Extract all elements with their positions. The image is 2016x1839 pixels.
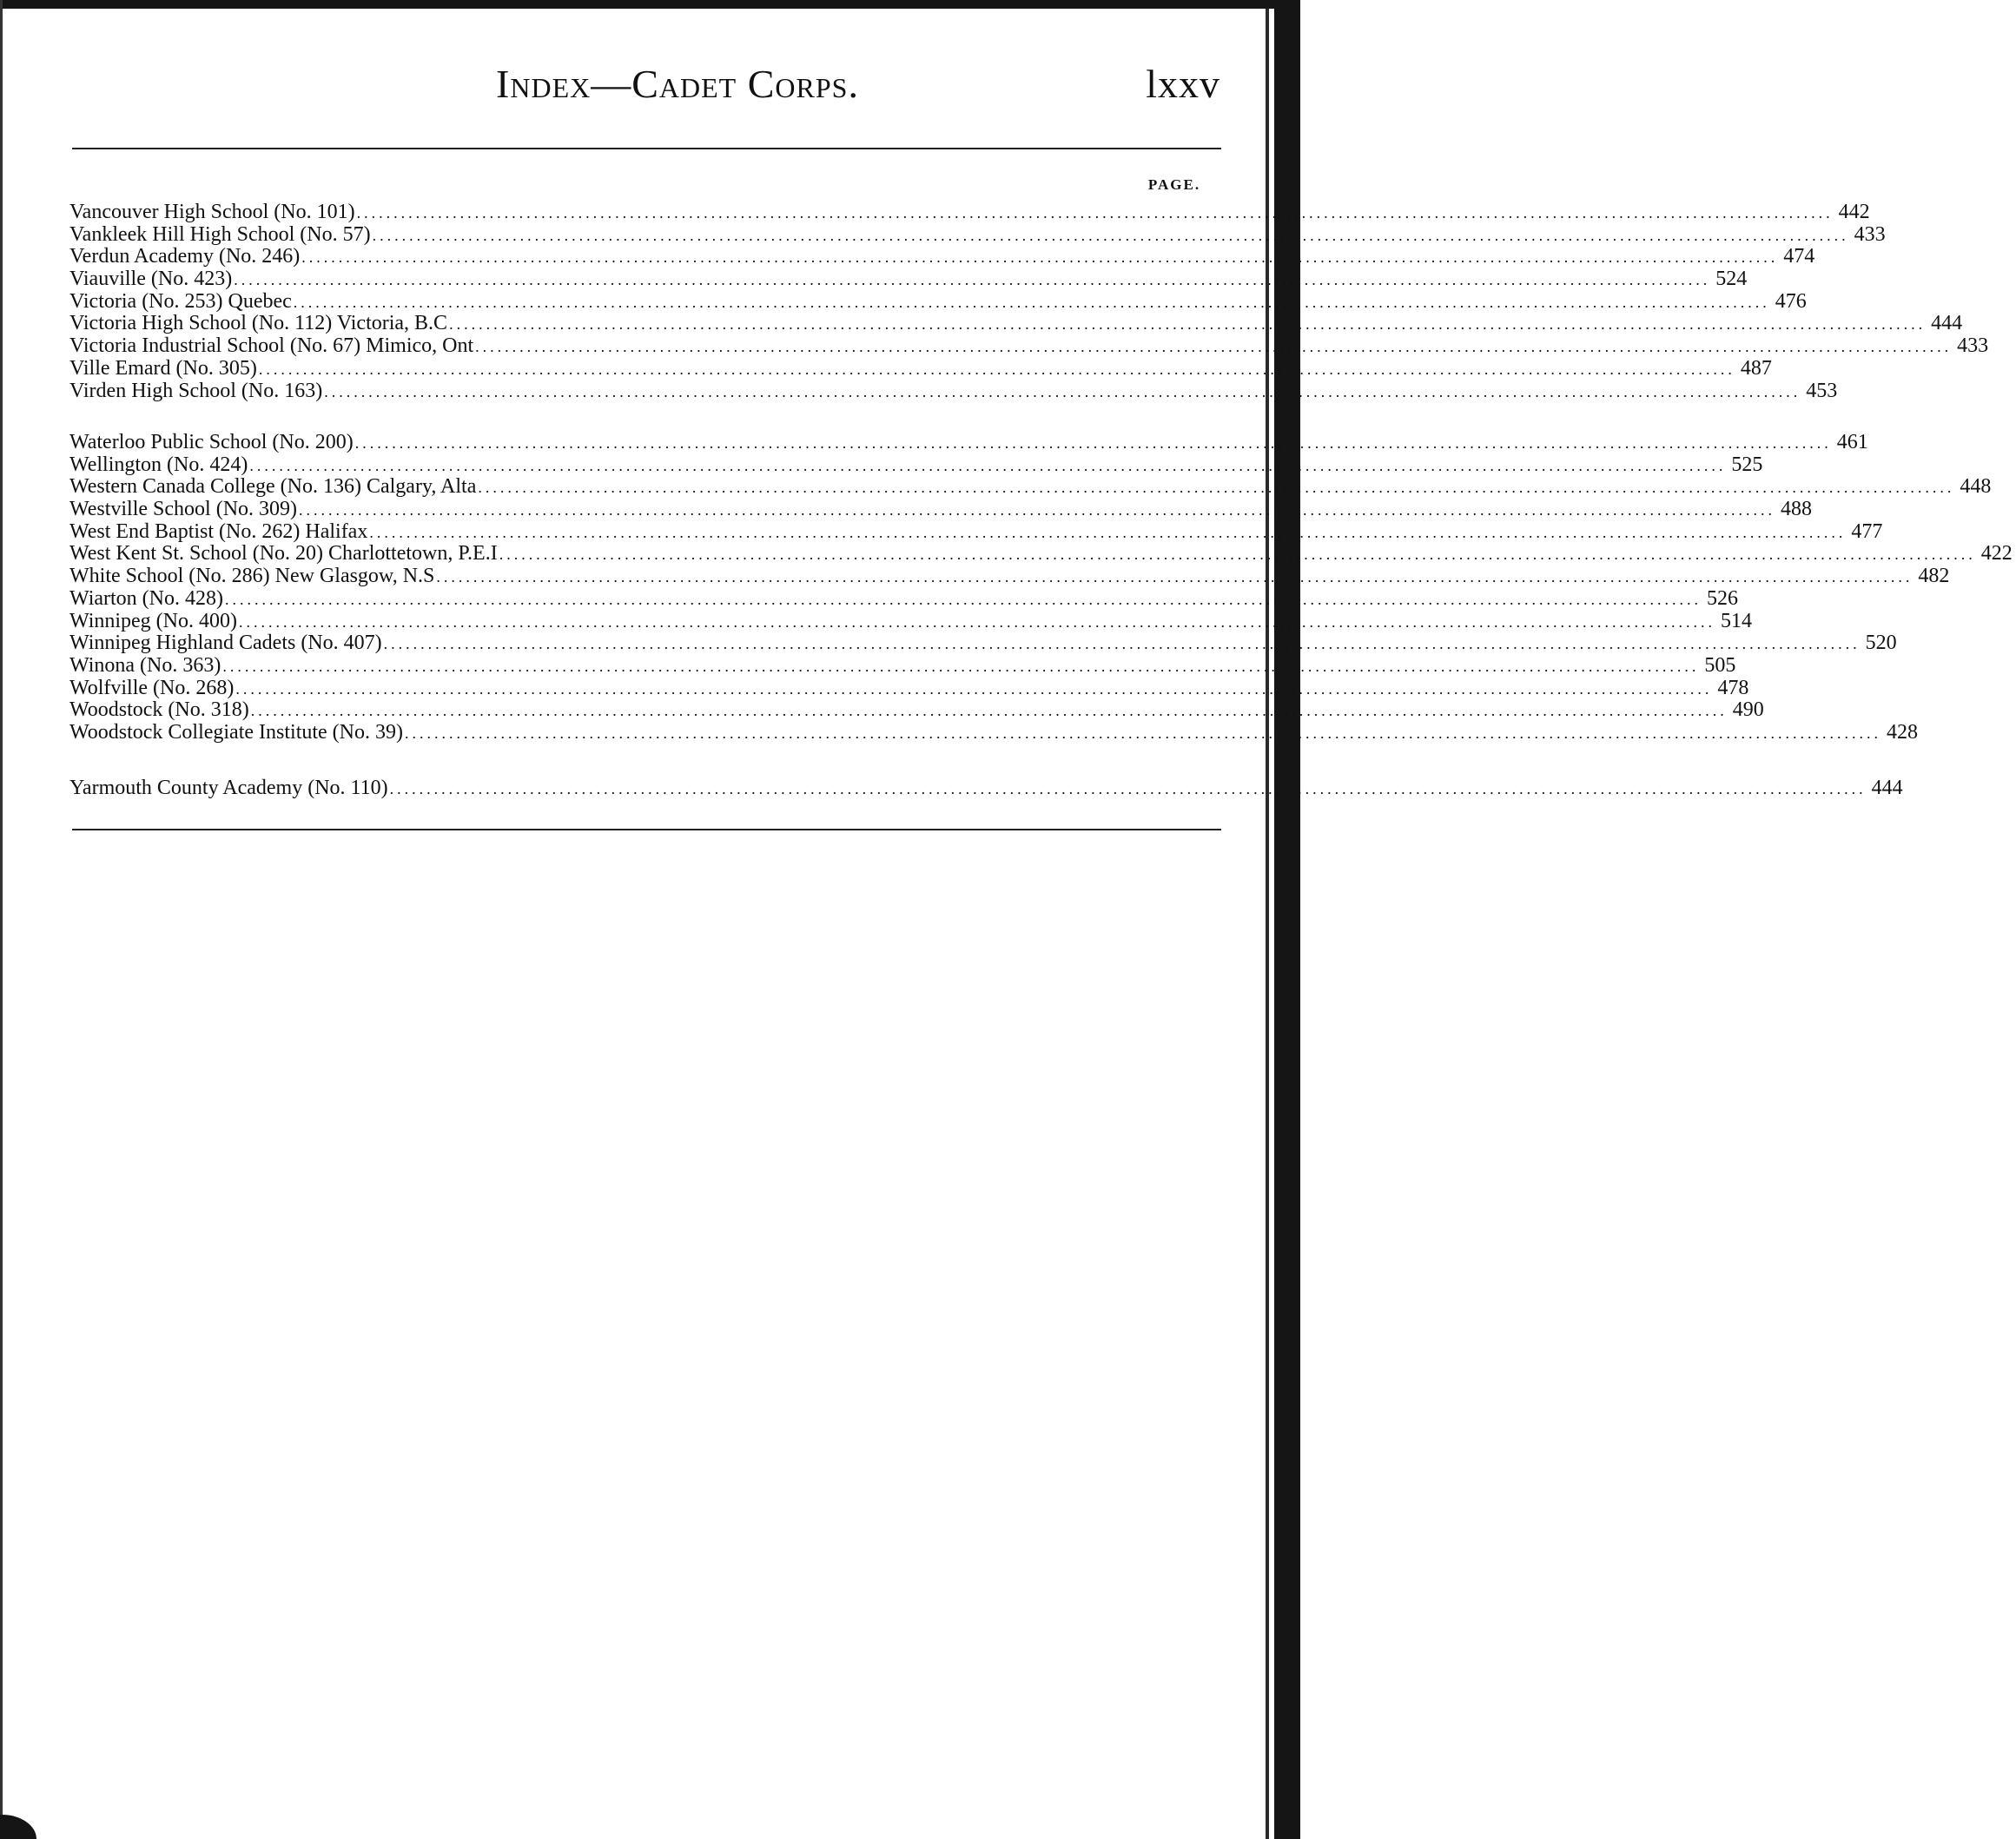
dot-leader: ........................................................................................................................................................................................................ (235, 679, 1713, 698)
entry-name: Winnipeg Highland Cadets (No. 407) (69, 632, 382, 655)
dot-leader: ........................................................................................................................................................................................................ (383, 635, 1861, 653)
entry-name: Victoria Industrial School (No. 67) Mimico, Ont (69, 334, 474, 358)
index-entry (69, 542, 2013, 566)
index-entry (69, 379, 1838, 403)
entry-name: Winnipeg (No. 400) (69, 609, 237, 632)
entry-name: Viauville (No. 423) (69, 268, 233, 291)
page-column-heading: PAGE. (1147, 176, 1201, 193)
index-entry (69, 334, 1989, 358)
index-entry (69, 698, 1764, 722)
entry-page-number: 524 (1715, 268, 1748, 291)
footer-rule (72, 829, 1221, 830)
entry-page-number: 444 (1931, 312, 1963, 335)
entry-name: White School (No. 286) New Glasgow, N.S (69, 565, 435, 588)
index-entry (69, 453, 1763, 477)
dot-leader: ........................................................................................................................................................................................................ (499, 546, 1976, 564)
entry-name: Verdun Academy (No. 246) (69, 245, 301, 268)
entry-page-number: 520 (1865, 632, 1897, 655)
entry-page-number: 482 (1918, 565, 1950, 588)
dot-leader: ........................................................................................................................................................................................................ (250, 702, 1728, 720)
entry-name: Winona (No. 363) (69, 653, 221, 677)
entry-page-number: 428 (1887, 720, 1918, 744)
dot-leader: ........................................................................................................................................................................................................ (234, 271, 1711, 289)
page-number: lxxv (1146, 62, 1220, 106)
entry-name: West Kent St. School (No. 20) Charlottetown, P.E.I (69, 542, 498, 566)
entry-page-number: 488 (1781, 498, 1813, 521)
dot-leader: ........................................................................................................................................................................................................ (475, 338, 1953, 356)
entry-name: Victoria High School (No. 112) Victoria, B.C (69, 312, 448, 335)
index-group-y (69, 777, 1903, 800)
dot-leader: ........................................................................................................................................................................................................ (389, 780, 1867, 797)
index-entry (69, 222, 1886, 247)
dot-leader: ........................................................................................................................................................................................................ (405, 724, 1881, 742)
entry-page-number: 477 (1851, 519, 1883, 543)
index-group-v (69, 201, 1989, 402)
index-entry (69, 431, 1868, 454)
dot-leader: ........................................................................................................................................................................................................ (258, 360, 1735, 378)
entry-page-number: 422 (1980, 542, 2013, 566)
index-entry (69, 720, 1918, 744)
entry-page-number: 525 (1731, 453, 1763, 476)
dot-leader: ........................................................................................................................................................................................................ (369, 523, 1847, 541)
entry-name: West End Baptist (No. 262) Halifax (69, 519, 368, 543)
dot-leader: ........................................................................................................................................................................................................ (449, 315, 1927, 334)
entry-page-number: 448 (1960, 475, 1992, 499)
index-entry (69, 356, 1772, 380)
scan-border-left (0, 0, 3, 1839)
entry-name: Woodstock Collegiate Institute (No. 39) (69, 720, 403, 744)
entry-name: Westville School (No. 309) (69, 498, 298, 521)
index-entry (69, 245, 1815, 268)
dot-leader: ........................................................................................................................................................................................................ (354, 434, 1832, 452)
dot-leader: ........................................................................................................................................................................................................ (239, 612, 1715, 631)
entry-page-number: 478 (1717, 676, 1749, 699)
dot-leader: ........................................................................................................................................................................................................ (249, 456, 1727, 474)
entry-name: Wiarton (No. 428) (69, 586, 223, 610)
dot-leader: ........................................................................................................................................................................................................ (478, 479, 1955, 497)
entry-page-number: 433 (1854, 222, 1886, 246)
index-entry (69, 498, 1813, 521)
index-entry (69, 632, 1897, 655)
entry-name: Vancouver High School (No. 101) (69, 201, 355, 223)
dot-leader: ........................................................................................................................................................................................................ (222, 657, 1700, 675)
entry-page-number: 526 (1707, 586, 1738, 610)
entry-name: Victoria (No. 253) Quebec (69, 289, 292, 313)
dot-leader: ........................................................................................................................................................................................................ (299, 501, 1776, 519)
entry-page-number: 490 (1732, 698, 1764, 722)
entry-page-number: 487 (1740, 356, 1772, 380)
dot-leader: ........................................................................................................................................................................................................ (301, 248, 1779, 267)
dot-leader: ........................................................................................................................................................................................................ (436, 568, 1914, 586)
index-entry (69, 676, 1749, 700)
index-entry (69, 312, 1963, 335)
index-entry (69, 586, 1738, 611)
scan-border-top (0, 0, 1300, 9)
index-group-w (69, 431, 2013, 744)
dot-leader: ........................................................................................................................................................................................................ (293, 293, 1770, 311)
dot-leader: ........................................................................................................................................................................................................ (225, 590, 1702, 608)
index-entry (69, 519, 1883, 544)
entry-page-number: 433 (1957, 334, 1989, 358)
index-entry (69, 609, 1752, 633)
entry-name: Vankleek Hill High School (No. 57) (69, 222, 371, 246)
header-rule (72, 148, 1221, 149)
page-title: Index—Cadet Corps. (496, 62, 859, 106)
index-entry (69, 268, 1748, 291)
entry-page-number: 461 (1836, 431, 1868, 453)
entry-name: Woodstock (No. 318) (69, 698, 249, 722)
entry-page-number: 474 (1783, 245, 1815, 268)
index-entry (69, 653, 1736, 678)
index-entry (69, 475, 1992, 499)
index-entry (69, 289, 1807, 314)
dot-leader: ........................................................................................................................................................................................................ (372, 226, 1849, 244)
dot-leader: ........................................................................................................................................................................................................ (356, 204, 1834, 222)
scan-corner-bottom-left (0, 1815, 36, 1839)
entry-name: Wolfville (No. 268) (69, 676, 235, 699)
dot-leader: ........................................................................................................................................................................................................ (324, 382, 1801, 400)
entry-name: Western Canada College (No. 136) Calgary, Alta (69, 475, 477, 499)
index-entry (69, 777, 1903, 800)
entry-name: Yarmouth County Academy (No. 110) (69, 777, 388, 799)
entry-name: Virden High School (No. 163) (69, 379, 323, 402)
entry-page-number: 442 (1838, 201, 1870, 223)
index-entry (69, 201, 1870, 224)
entry-page-number: 476 (1775, 289, 1807, 313)
entry-page-number: 505 (1704, 653, 1736, 677)
page-header (69, 61, 1220, 113)
entry-name: Ville Emard (No. 305) (69, 356, 257, 380)
entry-page-number: 453 (1806, 379, 1838, 402)
entry-name: Wellington (No. 424) (69, 453, 248, 476)
index-entry (69, 565, 1950, 588)
entry-page-number: 444 (1871, 777, 1903, 799)
entry-name: Waterloo Public School (No. 200) (69, 431, 354, 453)
entry-page-number: 514 (1721, 609, 1752, 632)
